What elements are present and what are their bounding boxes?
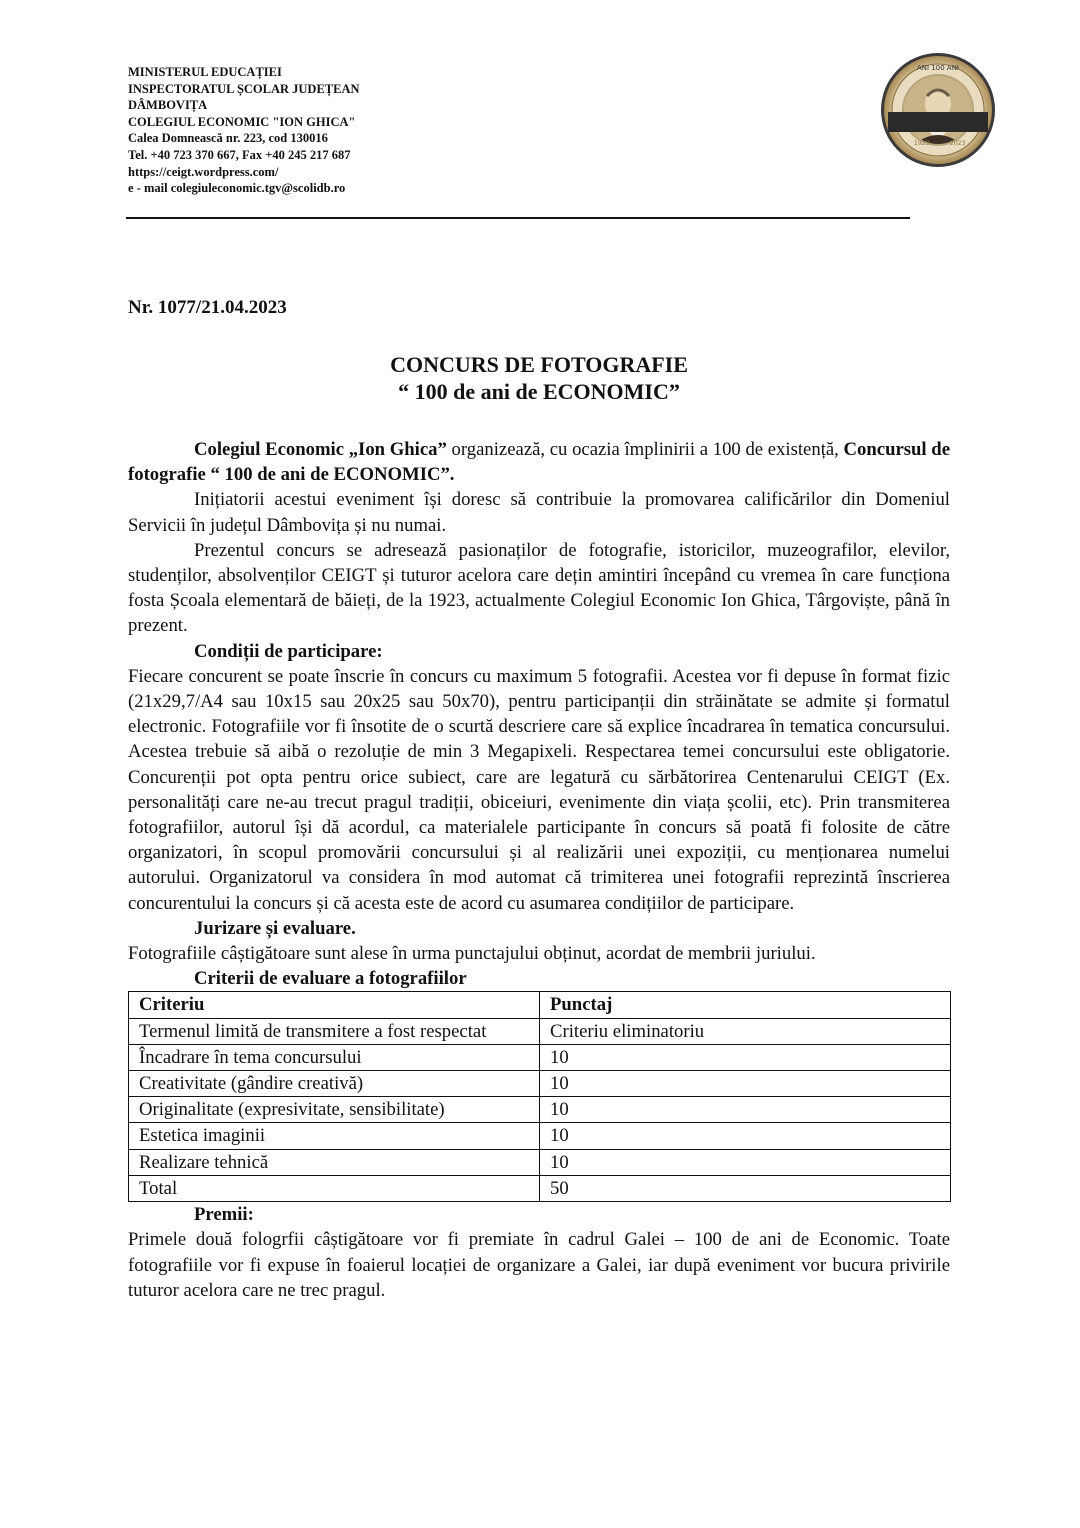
column-header-punctaj: Punctaj <box>540 992 951 1018</box>
seal-top-text: ANI 100 ANI <box>917 64 959 72</box>
criterion-cell: Creativitate (gândire creativă) <box>129 1071 540 1097</box>
criterion-cell: Termenul limită de transmitere a fost respectat <box>129 1018 540 1044</box>
document-subtitle: “ 100 de ani de ECONOMIC” <box>398 379 680 404</box>
score-cell: 10 <box>540 1097 951 1123</box>
criterion-cell: Estetica imaginii <box>129 1123 540 1149</box>
table-row <box>129 1018 951 1044</box>
registration-number: Nr. 1077/21.04.2023 <box>128 297 287 318</box>
letterhead-line: Calea Domnească nr. 223, cod 130016 <box>128 131 328 146</box>
prizes-heading: Premii: <box>194 1204 254 1226</box>
table-row <box>129 1123 951 1149</box>
table-row-total <box>129 1175 951 1201</box>
table-row <box>129 1071 951 1097</box>
conditions-heading: Condiții de participare: <box>194 640 383 662</box>
contest-name: Concursul de fotografie “ 100 de ani de ECONOMIC”. <box>128 439 950 486</box>
document-body <box>128 437 950 1303</box>
letterhead-line: MINISTERUL EDUCAȚIEI <box>128 65 282 79</box>
table-row <box>129 1149 951 1175</box>
criterion-cell: Originalitate (expresivitate, sensibilitate) <box>129 1097 540 1123</box>
criteria-table <box>128 991 951 1202</box>
prizes-text: Primele două fologrfii câștigătoare vor fi premiate în cadrul Galei – 100 de ani de Economic. Toate fotografiile vor fi expuse în foaierul locației de organizare a Galei, iar după eveniment vor bucura privirile tuturor acelora care ne trec pragul. <box>128 1229 950 1301</box>
table-row <box>129 1097 951 1123</box>
document-title: CONCURS DE FOTOGRAFIE <box>390 352 688 377</box>
intro-paragraph-2: Inițiatorii acestui eveniment își doresc să contribuie la promovarea calificărilor din Domeniul Servicii în județul Dâmbovița și nu numai. <box>128 489 950 536</box>
letterhead-link[interactable]: https://ceigt.wordpress.com/ <box>128 164 279 179</box>
judging-text: Fotografiile câștigătoare sunt alese în urma punctajului obținut, acordat de membrii juriului. <box>128 943 816 965</box>
letterhead-email[interactable]: e - mail colegiuleconomic.tgv@scolidb.ro <box>128 181 346 196</box>
header-divider <box>126 217 910 219</box>
judging-heading: Jurizare și evaluare. <box>194 917 356 939</box>
score-cell: 10 <box>540 1071 951 1097</box>
criterion-cell: Total <box>129 1175 540 1201</box>
letterhead <box>128 64 548 197</box>
score-cell: 10 <box>540 1123 951 1149</box>
table-row <box>129 1044 951 1070</box>
table-header-row <box>129 992 951 1018</box>
intro-text: organizează, cu ocazia împlinirii a 100 de existență, <box>446 439 839 460</box>
score-cell: 10 <box>540 1044 951 1070</box>
score-cell: Criteriu eliminatoriu <box>540 1018 951 1044</box>
criterion-cell: Încadrare în tema concursului <box>129 1044 540 1070</box>
letterhead-line: COLEGIUL ECONOMIC "ION GHICA" <box>128 114 356 129</box>
seal-year-left: 1923 <box>914 140 930 147</box>
conditions-text: Fiecare concurent se poate înscrie în concurs cu maximum 5 fotografii. Acestea vor fi depuse în format fizic (21x29,7/A4 sau 10x15 sau 20x25 sau 50x70), pentru participanții din străinătate se admite și formatul electronic. Fotografiile vor fi însotite de o scurtă descriere care să explice încadrarea în tematica concursului. Acestea trebuie să aibă o rezoluție de min 3 Megapixeli. Respectarea temei concursului este obligatorie. Concurenții pot opta pentru orice subiect, care are legatură cu sărbătorirea Centenarului CEIGT (Ex. personalități care ne-au trecut pragul tradiții, obiceiuri, evenimente din viața școlii, etc). Prin transmiterea fotografiilor, autorul își dă acordul, ca materialele participante în concurs să poată fi folosite de către organizatori, în scopul promovării concursului și al realizării unei expoziții, cu menționarea numelui autorului. Organizatorul va considera în mod automat că trimiterea unei fotografii reprezintă înscrierea concurentului la concurs și că acesta este de acord cu asumarea condițiilor de participare. <box>128 665 950 914</box>
anniversary-seal-icon <box>880 52 996 168</box>
criterion-cell: Realizare tehnică <box>129 1149 540 1175</box>
score-cell: 50 <box>540 1175 951 1201</box>
letterhead-line: Tel. +40 723 370 667, Fax +40 245 217 687 <box>128 147 351 162</box>
intro-paragraph-3: Prezentul concurs se adresează pasionaților de fotografie, istoricilor, muzeografilor, elevilor, studenților, absolvenților CEIGT și tuturor acelora care dețin amintiri începând cu vremea în care funcționa fosta Școala elementară de băieți, de la 1923, actualmente Colegiul Economic Ion Ghica, Târgoviște, până în prezent. <box>128 539 950 637</box>
intro-paragraph-1 <box>128 437 950 487</box>
letterhead-line: INSPECTORATUL ȘCOLAR JUDEȚEAN <box>128 81 360 96</box>
organizer-name: Colegiul Economic „Ion Ghica” <box>194 439 447 460</box>
seal-year-right: 2023 <box>950 140 966 147</box>
score-cell: 10 <box>540 1149 951 1175</box>
column-header-criteriu: Criteriu <box>129 992 540 1018</box>
criteria-heading: Criterii de evaluare a fotografiilor <box>194 968 467 990</box>
letterhead-line: DÂMBOVIȚA <box>128 98 208 113</box>
